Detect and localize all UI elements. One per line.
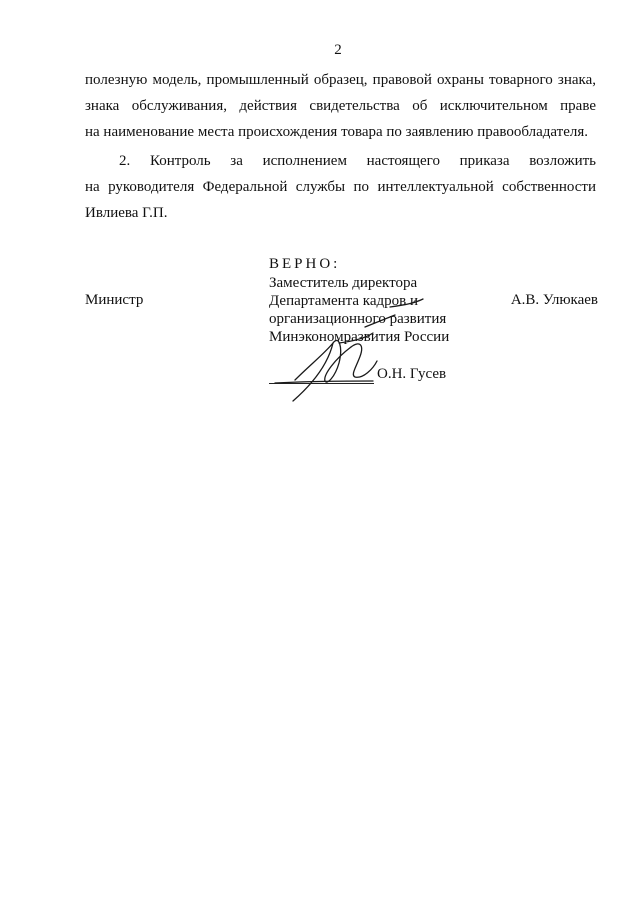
paragraph-1-line-1: полезную модель, промышленный образец, правовой охраны товарного знака, bbox=[85, 72, 596, 88]
paragraph-2-line-3: Ивлиева Г.П. bbox=[85, 205, 168, 221]
paragraph-1-line-2: знака обслуживания, действия свидетельства об исключительном праве bbox=[85, 98, 596, 114]
paragraph-2-line-2: на руководителя Федеральной службы по интеллектуальной собственности bbox=[85, 179, 596, 195]
certifier-position-line-1: Заместитель директора bbox=[269, 275, 418, 291]
certifier-position-line-2: Департамента кадров и bbox=[269, 293, 418, 309]
page-number: 2 bbox=[334, 42, 342, 58]
certification-mark: ВЕРНО: bbox=[269, 256, 341, 272]
certifier-name: О.Н. Гусев bbox=[377, 366, 447, 382]
certifier-position-line-3: организационного развития bbox=[269, 311, 447, 327]
signatory-title: Министр bbox=[85, 292, 144, 308]
handwritten-signature-icon bbox=[255, 285, 455, 415]
paragraph-2-line-1: 2. Контроль за исполнением настоящего приказа возложить bbox=[119, 153, 596, 169]
paragraph-1-line-3: на наименование места происхождения товара по заявлению правообладателя. bbox=[85, 124, 589, 140]
signatory-name: А.В. Улюкаев bbox=[510, 292, 598, 308]
certifier-position-line-4: Минэкономразвития России bbox=[269, 329, 450, 345]
